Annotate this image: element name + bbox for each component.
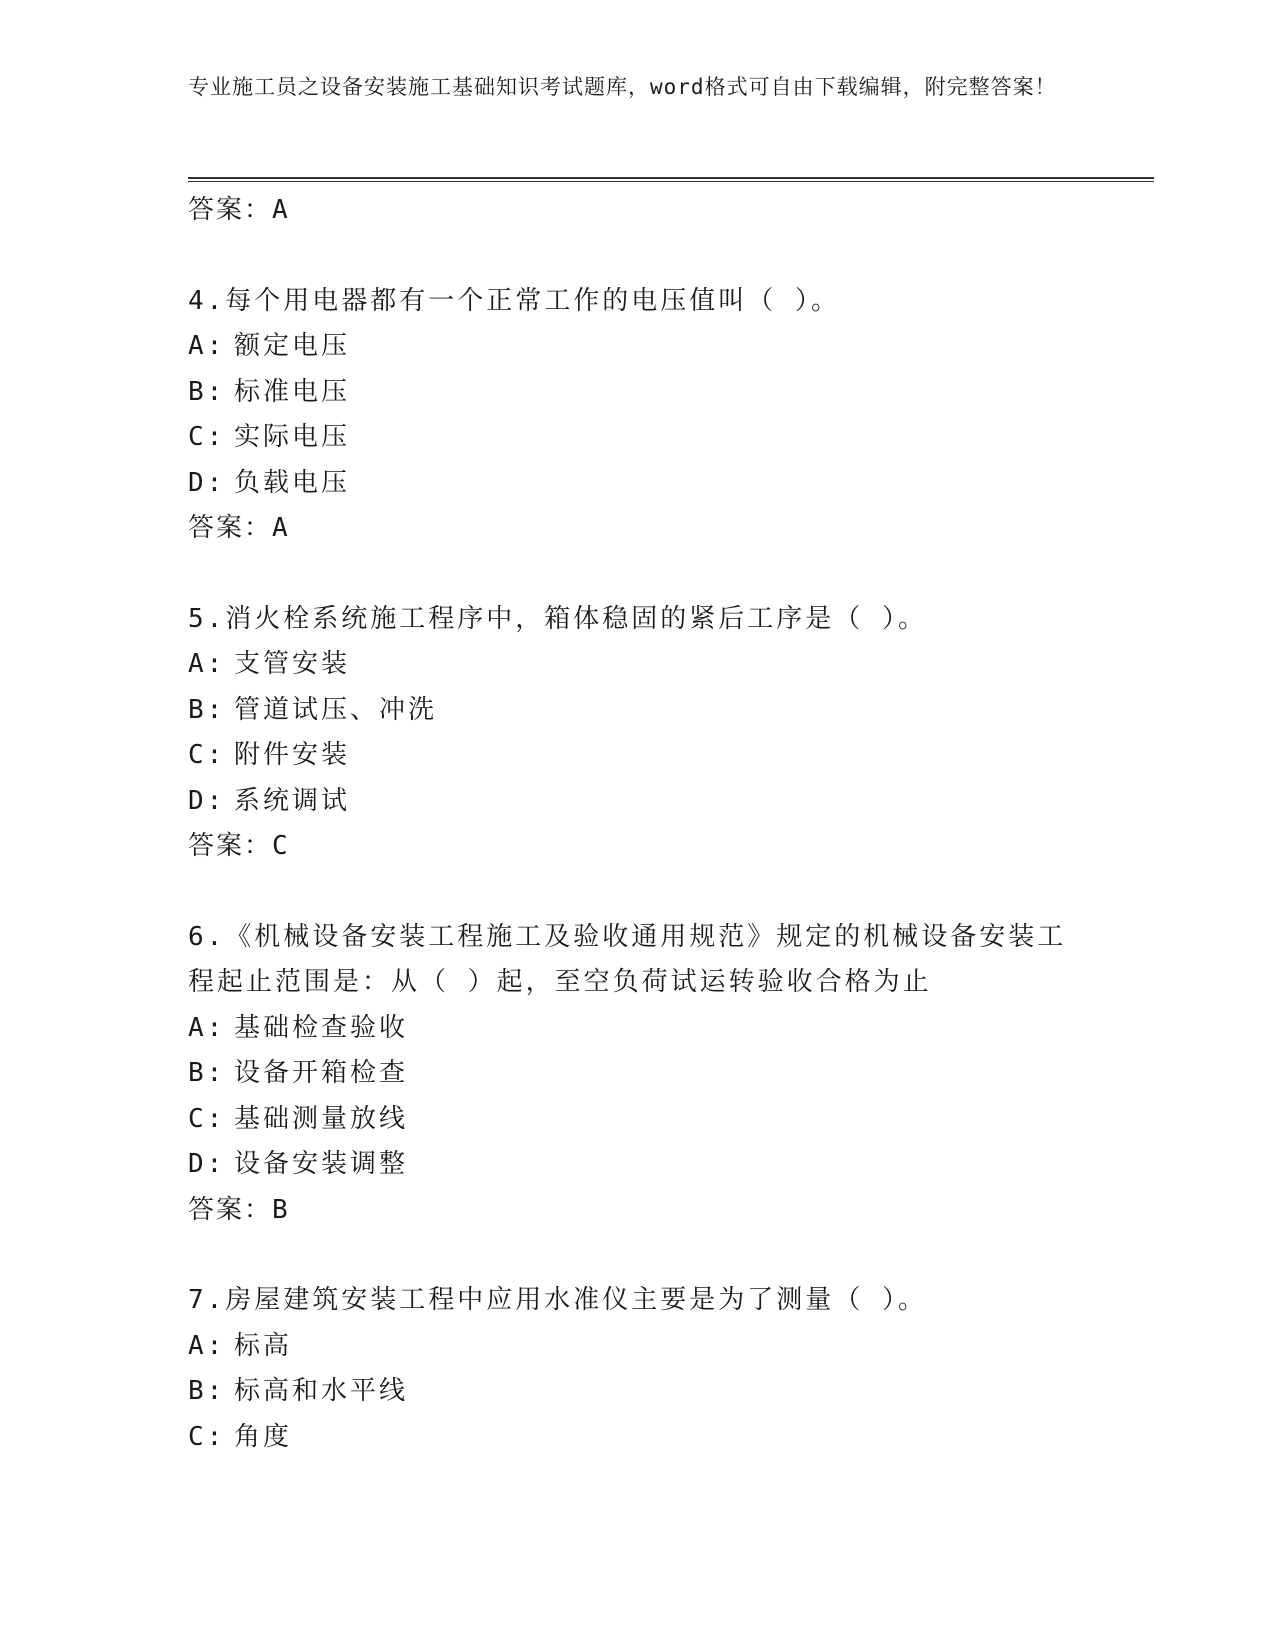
option-label: C: <box>188 740 226 770</box>
header-rule-thin <box>188 181 1154 182</box>
question-text-line-1: 6.《机械设备安装工程施工及验收通用规范》规定的机械设备安装工 <box>188 921 1067 952</box>
answer-line: 答案：A <box>188 513 290 543</box>
option-d <box>188 461 1068 507</box>
question-text: 4.每个用电器都有一个正常工作的电压值叫（ ）。 <box>188 285 840 316</box>
option-b <box>188 370 1068 416</box>
option-label: D: <box>188 467 226 498</box>
option-c <box>188 1415 1068 1461</box>
option-text: 实际电压 <box>234 422 351 452</box>
option-a <box>188 324 1068 370</box>
question-text-line-2: 程起止范围是：从（ ）起，至空负荷试运转验收合格为止 <box>188 967 932 997</box>
question-text: 5.消火栓系统施工程序中，箱体稳固的紧后工序是（ ）。 <box>188 603 927 634</box>
option-b <box>188 688 1068 734</box>
question-list <box>188 188 1068 1460</box>
option-text: 标高 <box>234 1330 293 1361</box>
option-a <box>188 642 1068 688</box>
option-label: C: <box>188 1421 226 1452</box>
option-text: 额定电压 <box>234 331 351 361</box>
option-text: 基础测量放线 <box>234 1103 409 1134</box>
option-label: B: <box>188 376 226 407</box>
option-label: B: <box>188 694 226 725</box>
option-c <box>188 415 1068 461</box>
option-label: A: <box>188 1330 226 1361</box>
answer-line: 答案：A <box>188 195 290 225</box>
option-b <box>188 1369 1068 1415</box>
option-text: 负载电压 <box>234 467 351 498</box>
option-text: 设备安装调整 <box>234 1149 409 1179</box>
question-block <box>188 597 1068 870</box>
option-label: A: <box>188 331 226 361</box>
question-block <box>188 279 1068 552</box>
option-text: 角度 <box>234 1421 293 1452</box>
option-text: 管道试压、冲洗 <box>234 694 438 725</box>
document-header: 专业施工员之设备安装施工基础知识考试题库，word格式可自由下载编辑，附完整答案！ <box>188 75 1057 99</box>
option-c <box>188 733 1068 779</box>
option-label: A: <box>188 649 226 679</box>
answer-line: 答案：C <box>188 831 290 861</box>
option-label: A: <box>188 1012 226 1043</box>
option-label: D: <box>188 1149 226 1179</box>
header-rule-thick <box>188 177 1154 179</box>
option-text: 标高和水平线 <box>234 1376 409 1406</box>
option-d <box>188 779 1068 825</box>
question-block <box>188 1278 1068 1460</box>
option-b <box>188 1051 1068 1097</box>
option-text: 支管安装 <box>234 649 351 679</box>
option-text: 基础检查验收 <box>234 1012 409 1043</box>
option-text: 标准电压 <box>234 376 351 407</box>
option-c <box>188 1097 1068 1143</box>
option-a <box>188 1324 1068 1370</box>
option-label: B: <box>188 1376 226 1406</box>
option-text: 设备开箱检查 <box>234 1058 409 1088</box>
option-text: 系统调试 <box>234 785 351 816</box>
option-label: B: <box>188 1058 226 1088</box>
option-label: D: <box>188 785 226 816</box>
answer-line: 答案：B <box>188 1194 290 1225</box>
option-label: C: <box>188 422 226 452</box>
question-text: 7.房屋建筑安装工程中应用水准仪主要是为了测量（ ）。 <box>188 1285 927 1315</box>
option-d <box>188 1142 1068 1188</box>
option-label: C: <box>188 1103 226 1134</box>
question-block <box>188 915 1068 1234</box>
option-text: 附件安装 <box>234 740 351 770</box>
option-a <box>188 1006 1068 1052</box>
